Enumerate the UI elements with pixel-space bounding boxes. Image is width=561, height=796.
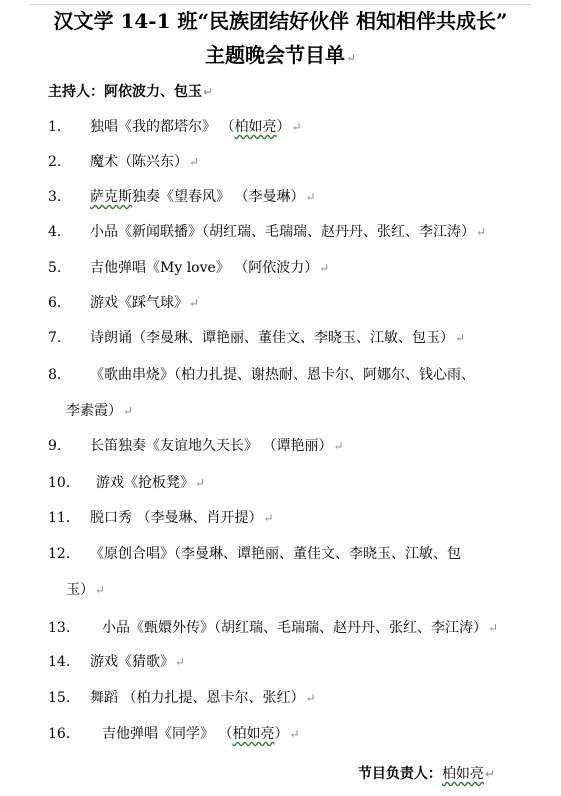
- program-text-main: 长笛独奏《友谊地久天长》 （谭艳丽）: [90, 438, 333, 454]
- paragraph-mark-icon: ↵: [333, 439, 344, 453]
- program-item-continuation: [66, 401, 133, 421]
- program-item: [48, 152, 199, 172]
- doc-title-line-2: [0, 42, 561, 71]
- host-line: [48, 82, 213, 102]
- program-text: [102, 618, 498, 638]
- program-text: [90, 652, 185, 672]
- paragraph-mark-icon: ↵: [484, 767, 495, 781]
- program-number: 13.: [48, 620, 71, 636]
- paragraph-mark-icon: ↵: [488, 621, 499, 635]
- paragraph-mark-icon: ↵: [189, 155, 200, 169]
- program-text-main: 游戏《踩气球》: [90, 295, 188, 311]
- program-item: [48, 688, 316, 708]
- program-number: 3.: [48, 189, 62, 205]
- program-text-tail: ）: [274, 726, 289, 742]
- program-text-main: 吉他弹唱《同学》 （: [102, 726, 233, 742]
- program-item: [48, 222, 486, 242]
- program-item: [48, 544, 461, 564]
- paragraph-mark-icon: ↵: [345, 51, 357, 65]
- paragraph-mark-icon: ↵: [95, 583, 106, 597]
- program-item-continuation: [66, 580, 105, 600]
- continuation-text: 玉）: [66, 582, 94, 598]
- program-text: [96, 473, 205, 493]
- paragraph-mark-icon: ↵: [123, 404, 134, 418]
- program-text-main: 《原创合唱》（李曼琳、谭艳丽、董佳文、李晓玉、江敏、包: [90, 546, 461, 562]
- program-number: 9.: [48, 438, 62, 454]
- program-text: [90, 688, 316, 708]
- program-item: [48, 724, 300, 744]
- paragraph-mark-icon: ↵: [319, 261, 330, 275]
- paragraph-mark-icon: ↵: [291, 120, 302, 134]
- program-text: [90, 544, 461, 564]
- program-number: 15.: [48, 690, 71, 706]
- program-text: [90, 117, 302, 137]
- program-text-main: 《歌曲串烧》（柏力扎提、谢热耐、恩卡尔、阿娜尔、钱心雨、: [90, 367, 475, 383]
- paragraph-mark-icon: ↵: [189, 296, 200, 310]
- spellcheck-underlined-text: 柏如亮: [234, 119, 277, 135]
- paragraph-mark-icon: ↵: [175, 655, 186, 669]
- program-number: 10.: [48, 475, 71, 491]
- program-item: [48, 293, 199, 313]
- program-text-main: 舞蹈 （柏力扎提、恩卡尔、张红）: [90, 690, 305, 706]
- continuation-text: 李素霞）: [66, 403, 122, 419]
- page-top-rule: [30, 4, 531, 5]
- program-text: [90, 508, 274, 528]
- program-item: [48, 436, 344, 456]
- host-names: 阿依波力、包玉: [104, 84, 202, 100]
- program-text: [90, 365, 475, 385]
- program-item: [48, 652, 185, 672]
- program-text-main: 脱口秀 （李曼琳、肖开提）: [90, 510, 263, 526]
- program-text-main: 小品《新闻联播》（胡红瑞、毛瑞瑞、赵丹丹、张红、李江涛）: [90, 224, 475, 240]
- program-text: [90, 258, 329, 278]
- program-text-tail: ）: [276, 119, 291, 135]
- footer-name: 柏如亮: [441, 766, 484, 782]
- paragraph-mark-icon: ↵: [195, 476, 206, 490]
- program-text-tail: 独奏《望春风》 （李曼琳）: [132, 189, 305, 205]
- program-text: [90, 222, 486, 242]
- footer-label: 节目负责人：: [357, 766, 442, 782]
- program-number: 5.: [48, 260, 62, 276]
- program-text-main: 吉他弹唱《My love》 （阿依波力）: [90, 260, 319, 276]
- paragraph-mark-icon: ↵: [203, 85, 214, 99]
- program-item: [48, 117, 302, 137]
- title-text-2: 主题晚会节目单: [204, 43, 345, 67]
- paragraph-mark-icon: ↵: [476, 225, 487, 239]
- paragraph-mark-icon: ↵: [305, 190, 316, 204]
- paragraph-mark-icon: ↵: [455, 331, 466, 345]
- program-item: [48, 258, 329, 278]
- program-number: 12.: [48, 546, 71, 562]
- program-number: 8.: [48, 367, 62, 383]
- program-number: 2.: [48, 154, 62, 170]
- program-item: [48, 328, 465, 348]
- program-text: [90, 293, 199, 313]
- program-number: 4.: [48, 224, 62, 240]
- program-item: [48, 473, 205, 493]
- program-text-main: 游戏《抢板凳》: [96, 475, 194, 491]
- doc-title-line-1: [0, 8, 561, 34]
- paragraph-mark-icon: ↵: [305, 691, 316, 705]
- program-text: [90, 436, 344, 456]
- program-item: [48, 618, 498, 638]
- program-number: 1.: [48, 119, 62, 135]
- program-text: [90, 152, 199, 172]
- program-text-main: 小品《甄嬛外传》（胡红瑞、毛瑞瑞、赵丹丹、张红、李江涛）: [102, 620, 487, 636]
- program-item: [48, 508, 274, 528]
- program-item: [48, 365, 475, 385]
- program-number: 14.: [48, 654, 71, 670]
- program-text: [90, 328, 465, 348]
- program-item: [48, 187, 316, 207]
- program-number: 16.: [48, 726, 71, 742]
- footer-responsible: [358, 764, 495, 784]
- program-number: 11.: [48, 510, 71, 526]
- paragraph-mark-icon: ↵: [289, 727, 300, 741]
- program-text-main: 游戏《猜歌》: [90, 654, 174, 670]
- spellcheck-underlined-text: 萨克斯: [90, 189, 132, 205]
- title-text-1: 汉文学 14-1 班“民族团结好伙伴 相知相伴共成长”: [53, 9, 508, 33]
- spellcheck-underlined-text: 柏如亮: [232, 726, 275, 742]
- program-text-main: 魔术（陈兴东）: [90, 154, 188, 170]
- program-text-main: 独唱《我的都塔尔》 （: [90, 119, 235, 135]
- paragraph-mark-icon: ↵: [263, 511, 274, 525]
- program-text: [90, 187, 316, 207]
- host-label: 主持人：: [48, 84, 104, 100]
- program-text-main: 诗朗诵（李曼琳、谭艳丽、董佳文、李晓玉、江敏、包玉）: [90, 330, 454, 346]
- program-number: 6.: [48, 295, 62, 311]
- program-text: [102, 724, 300, 744]
- program-number: 7.: [48, 330, 62, 346]
